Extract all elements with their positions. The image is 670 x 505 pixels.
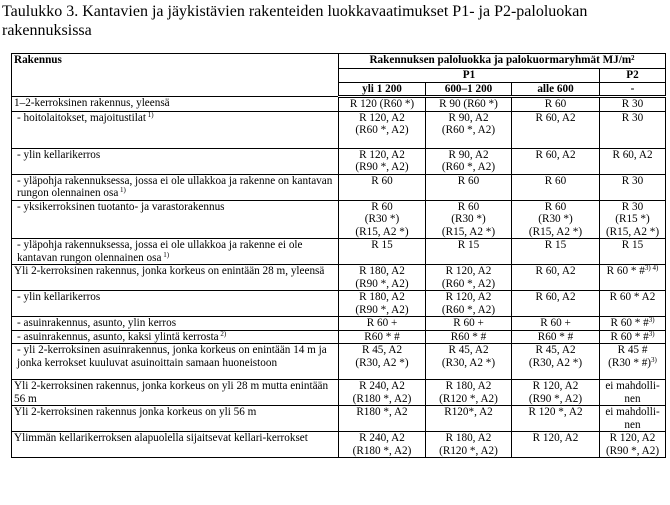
value-cell-4 [600,330,666,344]
value-cell-3 [512,174,600,200]
cell-line: R 60 [371,174,393,187]
cell-line: nen [624,392,641,405]
row-label [12,265,339,291]
row-label [12,111,339,148]
value-cell-2 [426,380,512,406]
row-label [12,432,339,458]
value-cell-2 [426,200,512,239]
value-cell-1 [339,380,426,406]
cell-line: R 30 [621,200,644,213]
cell-line: R 45 # [617,344,648,356]
row-label [12,97,339,112]
table-row [12,406,666,432]
cell-line: R 60 + [540,317,571,329]
cell-line: R 240, A2 [359,432,405,444]
cell-line: R 120 (R60 *) [349,98,415,110]
cell-line: (R15, A2 *) [441,225,496,238]
value-cell-4 [600,380,666,406]
value-cell-1 [339,97,426,112]
cell-line: R 45, A2 [448,344,489,356]
header-p2: P2 [600,69,666,83]
cell-line: R 60 * # [610,330,649,343]
cell-line: nen [624,418,641,431]
cell-line: R 15 [621,239,644,251]
table-row [12,200,666,239]
value-cell-1 [339,239,426,265]
cell-line: R 15 [371,239,393,251]
header-sub-yli-1200: yli 1 200 [339,82,426,97]
cell-line: R 90 (R60 *) [439,98,498,110]
value-cell-4 [600,148,666,174]
row-label-text: 1–2-kerroksinen rakennus, yleensä [14,97,170,109]
cell-line: R 60, A2 [535,148,576,161]
value-cell-1 [339,265,426,291]
cell-line: (R90 *, A2) [355,303,409,316]
table-body [12,97,666,458]
value-cell-2 [426,432,512,458]
value-cell-2 [426,317,512,331]
footnote-ref: 2) [218,329,227,338]
value-cell-1 [339,344,426,380]
row-label [12,317,339,331]
header-building: Rakennus [12,54,339,97]
cell-line: (R30 *) [364,213,400,225]
value-cell-3 [512,330,600,344]
cell-line: (R90 *, A2) [528,392,583,405]
table-row [12,380,666,406]
row-label [12,344,339,380]
cell-line: R 30 [621,98,644,110]
value-cell-3 [512,148,600,174]
table-row [12,432,666,458]
value-cell-3 [512,265,600,291]
cell-line: R60 * # [364,330,400,343]
cell-line: (R15, A2 *) [605,225,660,238]
value-cell-3 [512,317,600,331]
row-label [12,200,339,239]
row-label [12,380,339,406]
value-cell-3 [512,239,600,265]
row-label-text: - yli 2-kerroksinen asuinrakennus, jonka korkeus on enintään 14 m ja jonka kerrokset kuuluvat asuinoittain samaan huoneistoon [17,344,327,369]
cell-line: R 60 [457,174,480,187]
cell-line: R 120, A2 [359,111,405,124]
value-cell-1 [339,406,426,432]
cell-line: R 120, A2 [359,148,405,161]
cell-line: R 60, A2 [535,265,576,277]
row-label [12,291,339,317]
value-cell-4 [600,111,666,148]
cell-line: R 90, A2 [448,148,489,161]
value-cell-1 [339,432,426,458]
value-cell-4 [600,97,666,112]
cell-line: (R120 *, A2) [439,392,498,405]
cell-line: R 120, A2 [609,432,656,444]
value-cell-3 [512,380,600,406]
value-cell-2 [426,174,512,200]
footnote-ref: 3) [651,355,657,364]
value-cell-2 [426,265,512,291]
value-cell-2 [426,239,512,265]
row-label-text: - yläpohja rakennuksessa, jossa ei ole ullakkoa ja rakenne on kantavan rungon olennainen osa [17,174,333,199]
cell-line: (R90 *, A2) [605,444,660,457]
header-sub-alle-600: alle 600 [512,82,600,97]
row-label [12,330,339,344]
fire-class-table [11,53,666,458]
value-cell-1 [339,317,426,331]
value-cell-4 [600,344,666,380]
value-cell-4 [600,265,666,291]
cell-line: (R15 *) [615,213,650,225]
cell-line: ei mahdolli- [605,406,660,418]
value-cell-2 [426,111,512,148]
header-fire-class-group: Rakennuksen paloluokka ja palokuormaryhmät MJ/m² [339,54,666,69]
cell-line: (R60 *, A2) [355,124,409,136]
value-cell-4 [600,239,666,265]
value-cell-1 [339,291,426,317]
row-label-text: Ylimmän kellarikerroksen alapuolella sijaitsevat kellari-kerrokset [14,432,308,444]
value-cell-3 [512,97,600,112]
cell-line: (R60 *, A2) [441,277,496,290]
cell-line: R 180, A2 [359,265,405,277]
row-label-text: Yli 2-kerroksinen rakennus, jonka korkeus on enintään 28 m, yleensä [14,265,325,277]
row-label-text: - ylin kellarikerros [17,148,101,161]
footnote-ref: 1) [145,110,154,119]
cell-line: R 240, A2 [359,380,405,392]
cell-line: R60 * # [537,330,574,343]
row-label [12,239,339,265]
value-cell-2 [426,406,512,432]
cell-line: R 45, A2 [361,344,403,356]
cell-line: R180 *, A2 [356,406,408,418]
table-row [12,97,666,112]
cell-line: R 60 [371,200,393,213]
value-cell-4 [600,174,666,200]
table-caption: Taulukko 3. Kantavien ja jäykistävien rakenteiden luokkavaatimukset P1- ja P2-paloluokan rakennuksissa [2,3,588,39]
cell-line: (R90 *, A2) [355,161,409,173]
cell-line: R 60, A2 [612,148,653,161]
header-p1: P1 [339,69,600,83]
cell-line: (R30, A2 *) [441,356,496,369]
cell-line: R 60 * # [610,317,649,329]
cell-line: R 45, A2 [535,344,576,356]
table-row [12,239,666,265]
cell-line: R 180, A2 [445,380,492,392]
row-label-text: - ylin kellarikerros [17,291,101,303]
cell-line: R 60 * A2 [609,291,656,303]
row-label-text: - yksikerroksinen tuotanto- ja varastorakennus [17,200,225,213]
cell-line: R 120, A2 [532,380,579,392]
cell-line: R60 * # [450,330,487,343]
cell-line: (R30 *) [451,213,486,225]
value-cell-3 [512,291,600,317]
footnote-ref: 3) 4) [644,264,659,272]
value-cell-3 [512,111,600,148]
table-row [12,111,666,148]
cell-line: R 30 [621,111,644,124]
value-cell-4 [600,200,666,239]
cell-line: R 120, A2 [445,291,492,303]
value-cell-2 [426,330,512,344]
cell-line: (R60 *, A2) [441,124,496,136]
cell-line: (R60 *, A2) [441,161,496,173]
cell-line: R 60 [544,174,567,187]
cell-line: (R180 *, A2) [352,444,412,457]
value-cell-2 [426,148,512,174]
cell-line: R 120, A2 [445,265,492,277]
row-label-text: Yli 2-kerroksinen rakennus jonka korkeus on yli 56 m [14,406,257,418]
value-cell-1 [339,330,426,344]
cell-line: (R15, A2 *) [355,225,409,238]
value-cell-3 [512,432,600,458]
cell-line: R 60 [544,98,567,110]
cell-line: R 120 *, A2 [528,406,583,418]
row-label-text: - yläpohja rakennuksessa, jossa ei ole ullakkoa ja rakenne ei ole kantavan rungon olennainen osa [17,239,303,264]
cell-line: R 180, A2 [445,432,492,444]
cell-line: R 60 * # [606,265,645,277]
cell-line: (R30 *) [538,213,573,225]
table-row [12,291,666,317]
footnote-ref: 1) [118,186,126,194]
table-row [12,174,666,200]
table-row [12,317,666,331]
cell-line: R 60 [544,200,567,213]
row-label-text: - hoitolaitokset, majoitustilat [17,111,146,124]
cell-line: R 60 + [453,317,484,329]
cell-line: R 90, A2 [448,111,489,124]
footnote-ref: 3) [648,316,655,324]
header-sub-600-1200: 600–1 200 [426,82,512,97]
cell-line: R 60, A2 [535,111,576,124]
cell-line: R 60, A2 [535,291,576,303]
cell-line: R 60 [457,200,480,213]
table-row [12,344,666,380]
cell-line: (R180 *, A2) [352,392,412,405]
value-cell-1 [339,174,426,200]
row-label-text: Yli 2-kerroksinen rakennus, jonka korkeus on yli 28 m mutta enintään 56 m [14,380,329,405]
cell-line: (R15, A2 *) [528,225,583,238]
value-cell-4 [600,406,666,432]
cell-line: (R30, A2 *) [528,356,583,369]
value-cell-3 [512,344,600,380]
value-cell-2 [426,344,512,380]
cell-line: (R90 *, A2) [355,277,409,290]
cell-line: (R60 *, A2) [441,303,496,316]
row-label [12,406,339,432]
cell-line: R120*, A2 [444,406,493,418]
cell-line: (R30, A2 *) [355,356,409,369]
row-label [12,148,339,174]
cell-line: R 15 [457,239,480,251]
cell-line: (R120 *, A2) [439,444,498,457]
table-row [12,330,666,344]
value-cell-4 [600,317,666,331]
table-row [12,148,666,174]
footnote-ref: 1) [161,250,170,259]
cell-line: R 30 [621,174,644,187]
row-label-text: - asuinrakennus, asunto, kaksi ylintä kerrosta [17,330,219,343]
value-cell-2 [426,97,512,112]
value-cell-3 [512,200,600,239]
cell-line: ei mahdolli- [605,380,660,392]
value-cell-1 [339,200,426,239]
row-label-text: - asuinrakennus, asunto, ylin kerros [17,317,177,329]
value-cell-1 [339,111,426,148]
value-cell-4 [600,291,666,317]
cell-line: R 180, A2 [359,291,405,303]
footnote-ref: 3) [648,329,655,338]
header-sub-p2: - [600,82,666,97]
cell-line: R 60 + [366,317,398,329]
value-cell-3 [512,406,600,432]
value-cell-1 [339,148,426,174]
value-cell-4 [600,432,666,458]
table-row [12,265,666,291]
cell-line: (R30 * #) [608,356,652,369]
value-cell-2 [426,291,512,317]
cell-line: R 15 [544,239,567,251]
row-label [12,174,339,200]
cell-line: R 120, A2 [532,432,579,444]
